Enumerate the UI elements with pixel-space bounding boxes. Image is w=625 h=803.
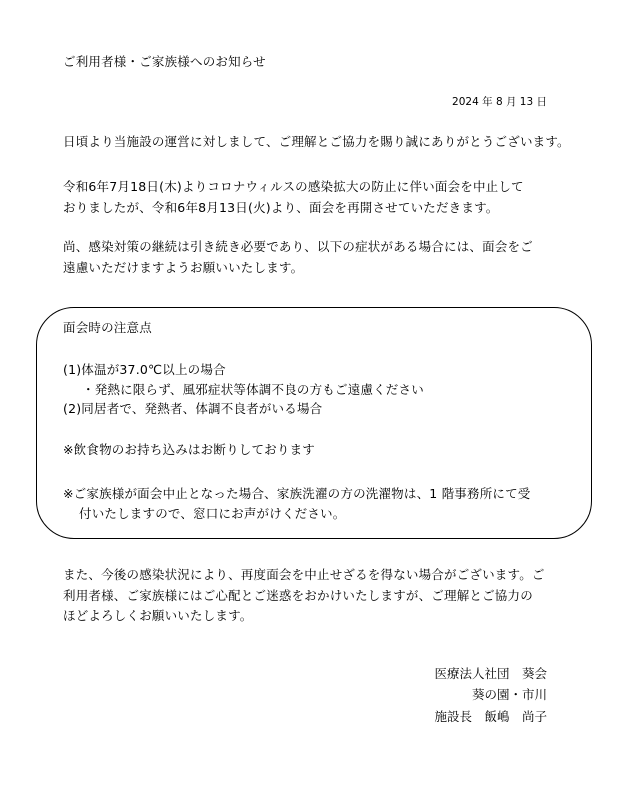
greeting-text: 日頃より当施設の運営に対しまして、ご理解とご協力を賜り誠にありがとうございます。 — [63, 134, 570, 149]
paragraph-precaution-line-1: 尚、感染対策の継続は引き続き必要であり、以下の症状がある場合には、面会をご — [63, 239, 533, 254]
document-date: 2024 年 8 月 13 日 — [452, 96, 547, 108]
paragraph-suspension-line-2: おりましたが、令和6年8月13日(火)より、面会を再開させていただきます。 — [63, 200, 499, 215]
signature-director: 施設長 飯嶋 尚子 — [434, 709, 547, 724]
paragraph-precaution-line-2: 遠慮いただけますようお願いいたします。 — [63, 260, 304, 275]
signature-facility: 葵の園・市川 — [471, 687, 547, 702]
closing-line-2: 利用者様、ご家族様にはご心配とご迷惑をおかけいたしますが、ご理解とご協力の — [63, 588, 533, 603]
notice-item-household: (2)同居者で、発熱者、体調不良者がいる場合 — [63, 401, 323, 416]
notice-food-note: ※飲食物のお持ち込みはお断りしております — [63, 442, 315, 457]
paragraph-suspension-line-1: 令和6年7月18日(木)よりコロナウィルスの感染拡大の防止に伴い面会を中止して — [63, 179, 524, 194]
notice-heading: 面会時の注意点 — [63, 320, 152, 335]
notice-item-fever: (1)体温が37.0℃以上の場合 — [63, 362, 226, 377]
notice-item-fever-detail: ・発熱に限らず、風邪症状等体調不良の方もご遠慮ください — [82, 382, 424, 397]
document-title: ご利用者様・ご家族様へのお知らせ — [63, 54, 266, 69]
closing-line-3: ほどよろしくお願いいたします。 — [63, 608, 253, 623]
notice-laundry-line-1: ※ご家族様が面会中止となった場合、家族洗濯の方の洗濯物は、1 階事務所にて受 — [63, 486, 531, 501]
notice-laundry-line-2: 付いたしますので、窓口にお声がけください。 — [79, 506, 346, 521]
signature-organization: 医療法人社団 葵会 — [434, 666, 547, 681]
closing-line-1: また、今後の感染状況により、再度面会を中止せざるを得ない場合がございます。ご — [63, 567, 545, 582]
